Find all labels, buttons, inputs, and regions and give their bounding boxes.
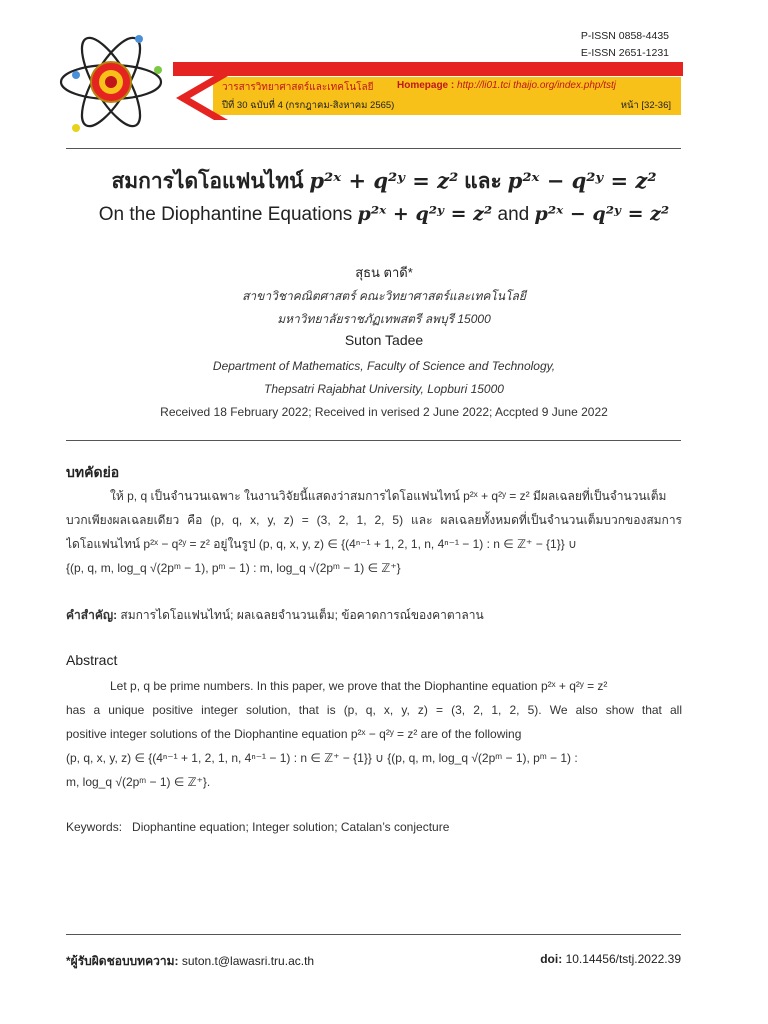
- abstract-line: has a unique positive integer solution, that is (p, q, x, y, z) = (3, 2, 1, 2, 5). We also show that all: [66, 703, 682, 717]
- divider: [66, 440, 681, 441]
- abstract-line: m, log_q √(2pᵐ − 1) ∈ ℤ⁺}.: [66, 775, 211, 789]
- affiliation-english-1: Department of Mathematics, Faculty of Science and Technology,: [212, 359, 556, 373]
- affiliation-thai-1: สาขาวิชาคณิตศาสตร์ คณะวิทยาศาสตร์และเทคโนโลยี: [242, 289, 526, 303]
- chevron-left-icon: [168, 76, 228, 120]
- divider: [66, 934, 681, 935]
- abstract-line: positive integer solutions of the Diophantine equation p²ˣ − q²ʸ = z² are of the following: [66, 727, 522, 741]
- abstract-body: [66, 674, 682, 794]
- thai-abstract-body: [66, 484, 682, 580]
- corresponding-author: [66, 952, 314, 971]
- e-issn: E-ISSN 2651-1231: [580, 47, 669, 59]
- homepage: [397, 80, 616, 91]
- keywords-text: Diophantine equation; Integer solution; Catalan’s conjecture: [132, 820, 450, 834]
- author-thai: สุธน ตาดี*: [355, 265, 413, 280]
- title-thai: [0, 165, 768, 198]
- author-english: Suton Tadee: [344, 332, 424, 348]
- title-english: [0, 203, 768, 226]
- homepage-link[interactable]: http://li01.tci thaijo.org/index.php/tstj: [457, 80, 616, 91]
- doi: [540, 952, 681, 966]
- title-english-and: and: [497, 204, 530, 225]
- thai-keywords-text: สมการไดโอแฟนไทน์; ผลเฉลยจำนวนเต็ม; ข้อคาดการณ์ของคาตาลาน: [120, 608, 484, 622]
- title-equation-1: p²ˣ + q²ʸ = z²: [309, 168, 459, 193]
- page-range: หน้า [32-36]: [620, 100, 671, 111]
- affiliation-thai-2: มหาวิทยาลัยราชภัฏเทพสตรี ลพบุรี 15000: [277, 312, 491, 326]
- doi-label: doi:: [540, 952, 563, 966]
- title-equation-2: p²ˣ − q²ʸ = z²: [534, 203, 670, 225]
- title-thai-and: และ: [464, 170, 502, 193]
- title-equation-1: p²ˣ + q²ʸ = z²: [357, 203, 493, 225]
- received-dates: Received 18 February 2022; Received in verised 2 June 2022; Accpted 9 June 2022: [160, 405, 608, 419]
- divider: [66, 148, 681, 149]
- keywords-label: Keywords:: [66, 820, 123, 834]
- email-link[interactable]: suton.t@lawasri.tru.ac.th: [181, 954, 315, 968]
- issn-block: [581, 28, 669, 62]
- abstract-line: (p, q, x, y, z) ∈ {(4ⁿ⁻¹ + 1, 2, 1, n, 4ⁿ⁻¹ − 1) : n ∈ ℤ⁺ − {1}} ∪ {(p, q, m, log_q √(2pᵐ − 1), pᵐ − 1) :: [66, 751, 578, 765]
- corresponding-label: *ผู้รับผิดชอบบทความ:: [66, 954, 179, 968]
- thai-abstract-line: ไดโอแฟนไทน์ p²ˣ − q²ʸ = z² อยู่ในรูป (p, q, x, y, z) ∈ {(4ⁿ⁻¹ + 1, 2, 1, n, 4ⁿ⁻¹ − 1) : n ∈ ℤ⁺ − {1}} ∪: [66, 537, 577, 551]
- keywords: [66, 820, 449, 834]
- title-equation-2: p²ˣ − q²ʸ = z²: [507, 168, 657, 193]
- journal-name: วารสารวิทยาศาสตร์และเทคโนโลยี: [222, 82, 374, 93]
- affiliation-english-2: Thepsatri Rajabhat University, Lopburi 15000: [264, 382, 504, 396]
- title-english-prefix: On the Diophantine Equations: [98, 204, 353, 225]
- p-issn: P-ISSN 0858-4435: [580, 30, 669, 42]
- thai-abstract-line: {(p, q, m, log_q √(2pᵐ − 1), pᵐ − 1) : m, log_q √(2pᵐ − 1) ∈ ℤ⁺}: [66, 561, 401, 575]
- thai-keywords-label: คำสำคัญ:: [66, 608, 118, 622]
- volume-info: ปีที่ 30 ฉบับที่ 4 (กรกฎาคม-สิงหาคม 2565): [222, 100, 395, 111]
- thai-abstract-heading: บทคัดย่อ: [66, 464, 120, 480]
- atom-logo-icon: [56, 25, 166, 140]
- thai-abstract-line: บวกเพียงผลเฉลยเดียว คือ (p, q, x, y, z) = (3, 2, 1, 2, 5) และ ผลเฉลยทั้งหมดที่เป็นจำนวนเต็มบวกของสมการ: [66, 513, 682, 527]
- homepage-label: Homepage :: [397, 80, 455, 91]
- banner-red-bar: [173, 62, 683, 76]
- thai-keywords: [66, 606, 484, 625]
- abstract-line: Let p, q be prime numbers. In this paper, we prove that the Diophantine equation p²ˣ + q²ʸ = z²: [110, 679, 608, 693]
- thai-abstract-line: ให้ p, q เป็นจำนวนเฉพาะ ในงานวิจัยนี้แสดงว่าสมการไดโอแฟนไทน์ p²ˣ + q²ʸ = z² มีผลเฉลยที่เป็นจำนวนเต็ม: [110, 489, 667, 503]
- title-thai-prefix: สมการไดโอแฟนไทน์: [111, 170, 304, 193]
- abstract-heading: Abstract: [66, 652, 118, 668]
- doi-link[interactable]: 10.14456/tstj.2022.39: [565, 952, 681, 966]
